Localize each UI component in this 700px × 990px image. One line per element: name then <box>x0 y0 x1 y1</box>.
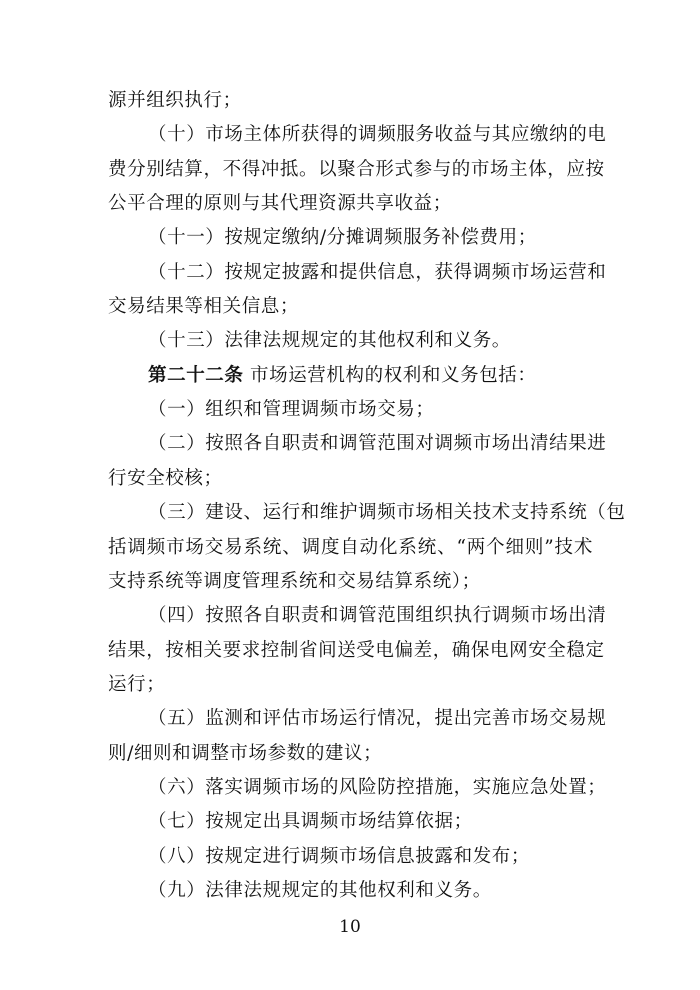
paragraph-line: （十）市场主体所获得的调频服务收益与其应缴纳的电 <box>148 124 607 145</box>
paragraph-line: 费分别结算，不得冲抵。以聚合形式参与的市场主体，应按 <box>108 159 605 180</box>
paragraph-line: （十三）法律法规规定的其他权利和义务。 <box>148 330 511 351</box>
article-text: 市场运营机构的权利和义务包括： <box>250 365 537 386</box>
paragraph-line: 公平合理的原则与其代理资源共享收益； <box>108 193 452 214</box>
paragraph-line: 括调频市场交易系统、调度自动化系统、“两个细则”技术 <box>108 537 593 558</box>
paragraph-line: （四）按照各自职责和调管范围组织执行调频市场出清 <box>148 605 607 626</box>
paragraph-line: （七）按规定出具调频市场结算依据； <box>148 811 473 832</box>
paragraph-line: 支持系统等调度管理系统和交易结算系统）； <box>108 571 481 592</box>
paragraph-line: 源并组织执行； <box>108 90 242 111</box>
paragraph-line: （十一）按规定缴纳/分摊调频服务补偿费用； <box>148 227 537 248</box>
paragraph-line: （三）建设、运行和维护调频市场相关技术支持系统（包 <box>148 502 626 523</box>
paragraph-line: （八）按规定进行调频市场信息披露和发布； <box>148 846 531 867</box>
paragraph-line: 交易结果等相关信息； <box>108 296 300 317</box>
paragraph-line: 行安全校核； <box>108 468 223 489</box>
paragraph-line: （二）按照各自职责和调管范围对调频市场出清结果进 <box>148 433 607 454</box>
paragraph-line: 结果，按相关要求控制省间送受电偏差，确保电网安全稳定 <box>108 640 605 661</box>
paragraph-line: （十二）按规定披露和提供信息，获得调频市场运营和 <box>148 262 607 283</box>
paragraph-line: （六）落实调频市场的风险防控措施，实施应急处置； <box>148 777 607 798</box>
article-line <box>148 363 593 389</box>
article-heading: 第二十二条 <box>148 365 244 386</box>
paragraph-line: 运行； <box>108 674 166 695</box>
paragraph-line: （一）组织和管理调频市场交易； <box>148 399 435 420</box>
page-number: 10 <box>339 917 361 937</box>
paragraph-line: 则/细则和调整市场参数的建议； <box>108 743 383 764</box>
paragraph-line: （九）法律法规规定的其他权利和义务。 <box>148 880 492 901</box>
paragraph-line: （五）监测和评估市场运行情况，提出完善市场交易规 <box>148 708 607 729</box>
